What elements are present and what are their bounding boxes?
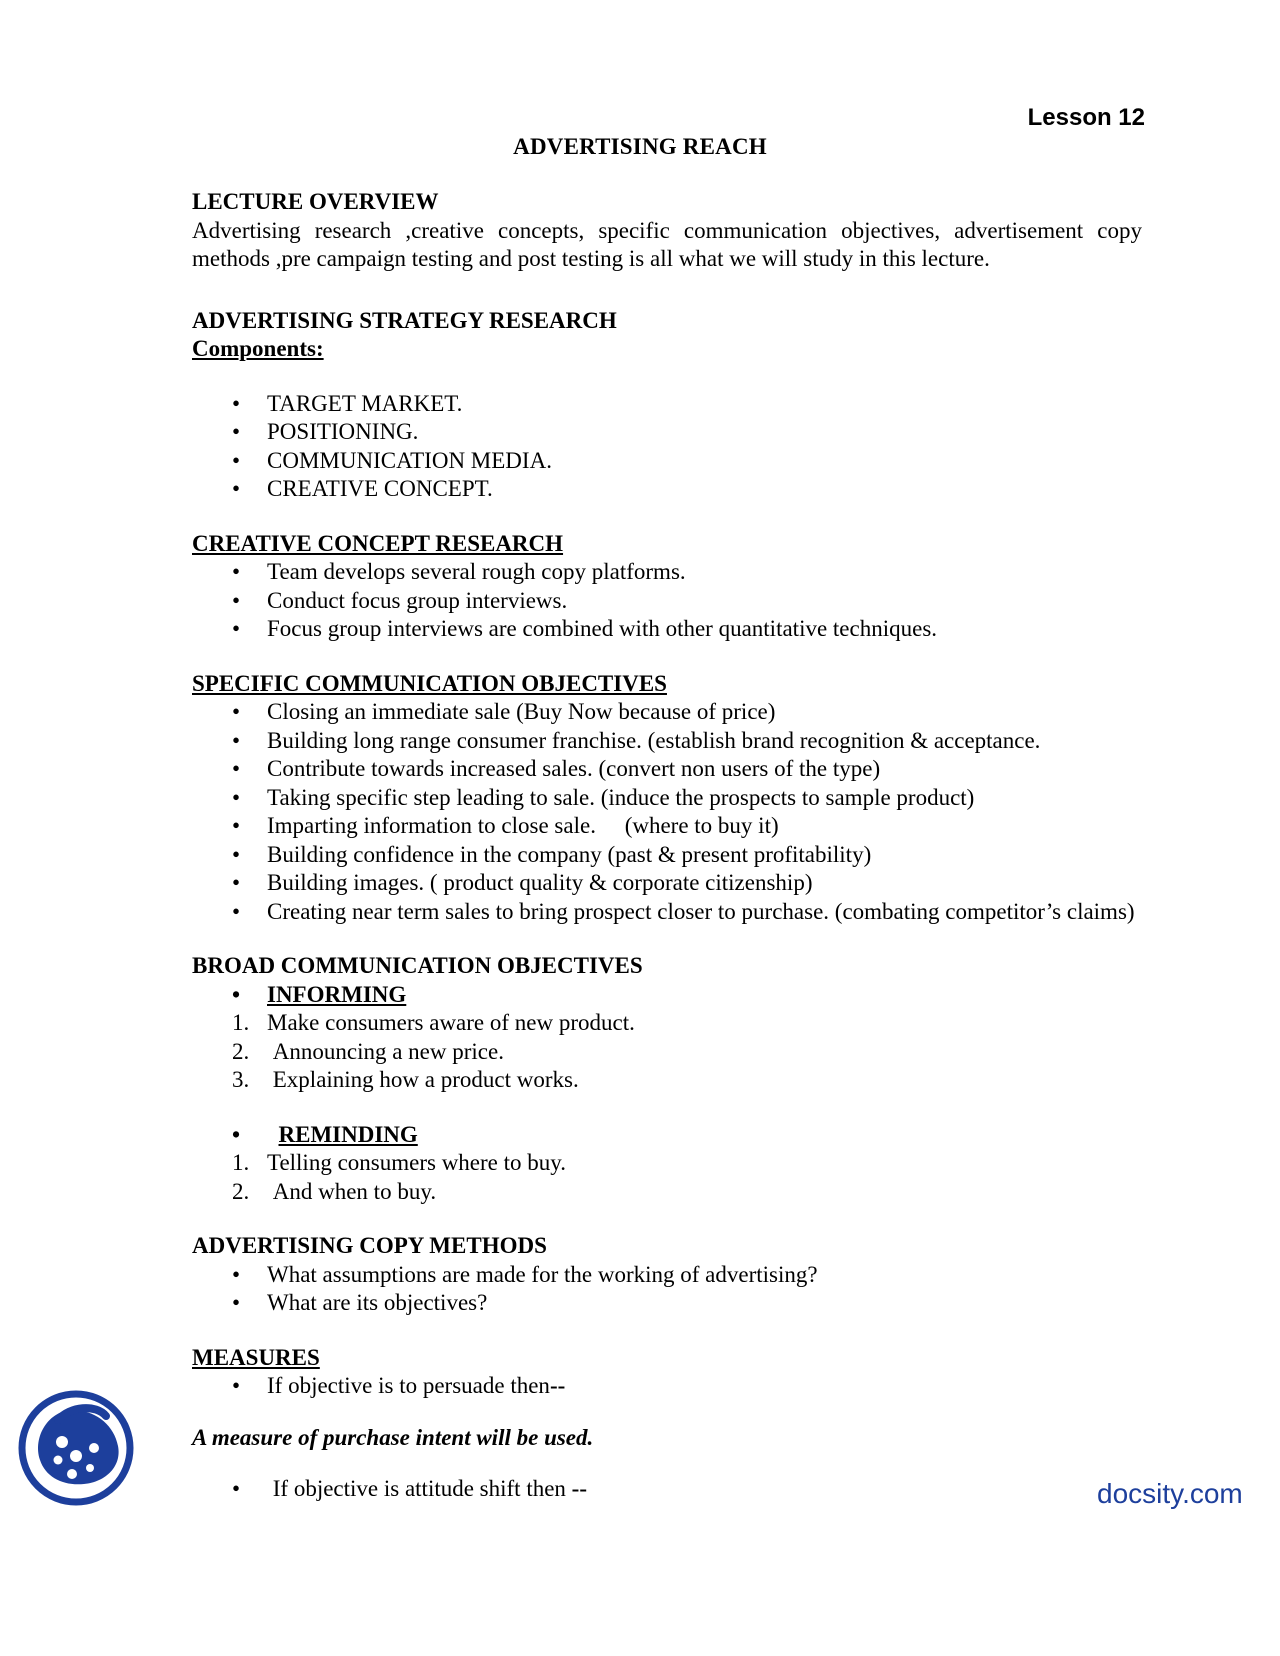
- list-item: • Focus group interviews are combined with other quantitative techniques.: [192, 615, 1142, 644]
- measures-list-2: [192, 1475, 1142, 1504]
- reminding-list: [192, 1149, 1142, 1206]
- creative-list: [192, 558, 1142, 644]
- copy-methods-list: [192, 1261, 1142, 1318]
- list-item: • If objective is attitude shift then --: [192, 1475, 1142, 1504]
- section-heading-measures: MEASURES: [192, 1344, 320, 1370]
- list-item: • What are its objectives?: [192, 1289, 1142, 1318]
- document-body: [192, 188, 1142, 1504]
- reminding-item: [192, 1121, 1142, 1150]
- section-heading-strategy: ADVERTISING STRATEGY RESEARCH: [192, 307, 617, 333]
- measures-italic-line: A measure of purchase intent will be used.: [192, 1424, 594, 1450]
- informing-label: • INFORMING: [192, 981, 1142, 1010]
- list-item: • Building confidence in the company (past & present profitability): [192, 841, 1142, 870]
- strategy-list: [192, 390, 1142, 504]
- list-item: • Team develops several rough copy platforms.: [192, 558, 1142, 587]
- list-item: • CREATIVE CONCEPT.: [192, 475, 1142, 504]
- list-item: • Contribute towards increased sales. (convert non users of the type): [192, 755, 1142, 784]
- list-item: • Creating near term sales to bring prospect closer to purchase. (combating competitor’s claims): [192, 898, 1142, 927]
- list-item: 1. Make consumers aware of new product.: [232, 1010, 635, 1035]
- list-item: • TARGET MARKET.: [192, 390, 1142, 419]
- lesson-number: Lesson 12: [1027, 104, 1145, 131]
- list-item: • Taking specific step leading to sale. (induce the prospects to sample product): [192, 784, 1142, 813]
- components-subheading: Components:: [192, 336, 324, 361]
- list-item: • Building long range consumer franchise. (establish brand recognition & acceptance.: [192, 727, 1142, 756]
- section-heading-copy-methods: ADVERTISING COPY METHODS: [192, 1233, 547, 1258]
- list-item: • Building images. ( product quality & corporate citizenship): [192, 869, 1142, 898]
- docsity-logo-icon: [18, 1390, 134, 1506]
- informing-bullet: [192, 981, 1142, 1010]
- list-item: 3. Explaining how a product works.: [232, 1067, 579, 1092]
- docsity-brand-link[interactable]: docsity.com: [1097, 1478, 1243, 1509]
- list-item: 2. And when to buy.: [232, 1178, 437, 1204]
- list-item: • Closing an immediate sale (Buy Now because of price): [192, 698, 1142, 727]
- informing-list: [192, 1009, 1142, 1095]
- list-item: • Conduct focus group interviews.: [192, 587, 1142, 616]
- list-item: • POSITIONING.: [192, 418, 1142, 447]
- list-item: • COMMUNICATION MEDIA.: [192, 447, 1142, 476]
- list-item: 1. Telling consumers where to buy.: [232, 1150, 567, 1175]
- list-item: • If objective is to persuade then--: [192, 1372, 1142, 1401]
- list-item: • Imparting information to close sale. (where to buy it): [192, 812, 1142, 841]
- list-item: • What assumptions are made for the working of advertising?: [192, 1261, 1142, 1290]
- reminding-label: REMINDING: [278, 1121, 418, 1147]
- section-heading-broad: BROAD COMMUNICATION OBJECTIVES: [192, 953, 643, 978]
- specific-list: [192, 698, 1142, 926]
- section-heading-overview: LECTURE OVERVIEW: [192, 189, 439, 214]
- measures-list-1: [192, 1372, 1142, 1401]
- reminding-bullet: [192, 1121, 1142, 1150]
- page-title: ADVERTISING REACH: [513, 134, 767, 159]
- section-heading-specific: SPECIFIC COMMUNICATION OBJECTIVES: [192, 670, 667, 696]
- list-item: 2. Announcing a new price.: [232, 1038, 504, 1064]
- overview-paragraph: Advertising research ,creative concepts, specific communication objectives, advertisement copy methods ,pre campaign testing and post testing is all what we will study in this lecture.: [192, 217, 1142, 271]
- section-heading-creative: CREATIVE CONCEPT RESEARCH: [192, 530, 564, 556]
